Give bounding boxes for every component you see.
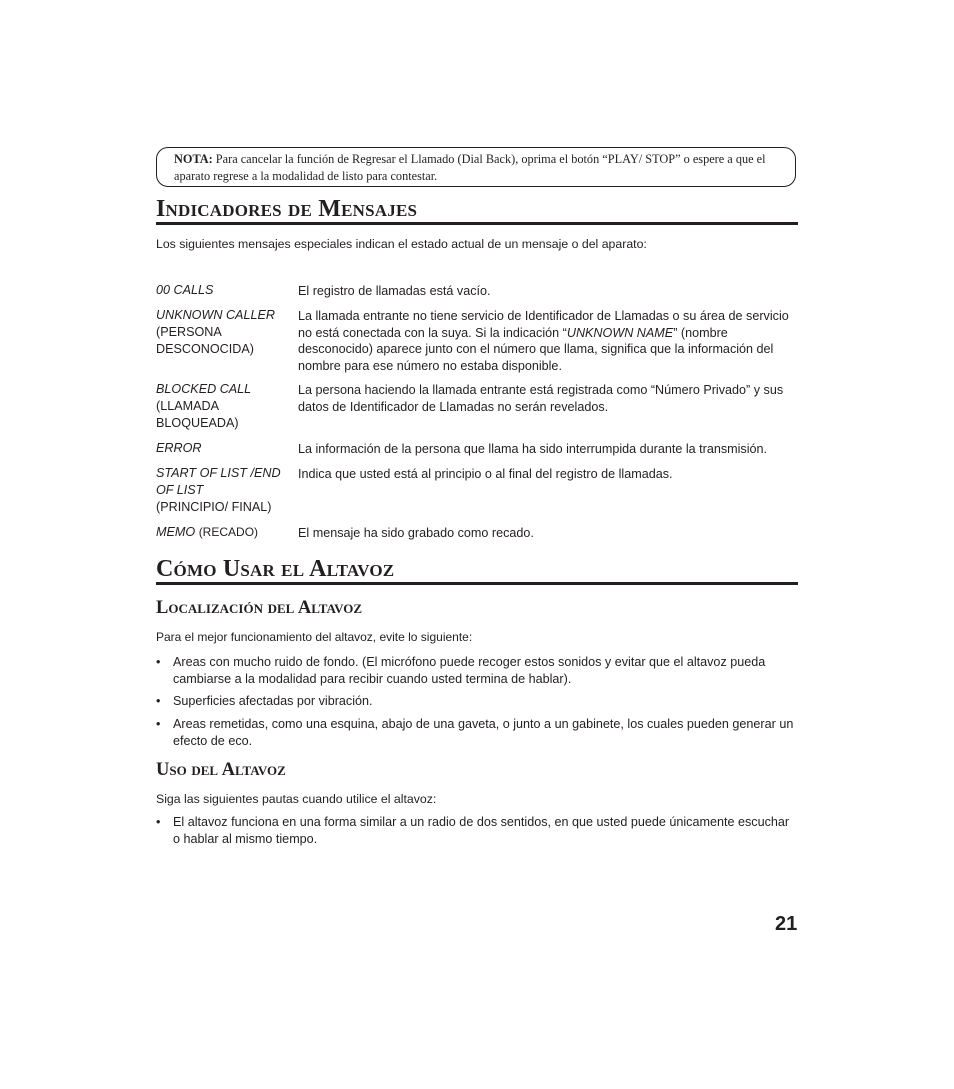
section-heading-indicadores: Indicadores de Mensajes: [156, 196, 798, 225]
uso-intro: Siga las siguientes pautas cuando utilice el altavoz:: [156, 792, 437, 806]
desc-blocked-call: La persona haciendo la llamada entrante está registrada como “Número Privado” y sus datos de Identificador de Llamadas no serán revelados.: [298, 383, 784, 414]
section1-intro: Los siguientes mensajes especiales indican el estado actual de un mensaje o del aparato:: [156, 237, 647, 251]
bullet-item: • Areas remetidas, como una esquina, abajo de una gaveta, o junto a un gabinete, los cuales pueden generar un efecto de eco.: [156, 717, 794, 748]
term-00-calls: 00 CALLS: [156, 283, 214, 297]
bullet-dot: •: [156, 694, 161, 708]
bullet-dot: •: [156, 815, 161, 829]
bullet-item: • Areas con mucho ruido de fondo. (El micrófono puede recoger estos sonidos y evitar que el altavoz pueda cambiarse a la modalidad para recibir cuando usted termina de hablar).: [156, 655, 766, 686]
subheading-uso: Uso del Altavoz: [156, 760, 286, 780]
note-label: NOTA:: [174, 152, 213, 166]
term-unknown-caller: UNKNOWN CALLER (PERSONA DESCONOCIDA): [156, 308, 275, 356]
desc-start-end-of-list: Indica que usted está al principio o al final del registro de llamadas.: [298, 467, 673, 481]
section-heading-altavoz: Cómo Usar el Altavoz: [156, 556, 798, 585]
term-error: ERROR: [156, 441, 202, 455]
bullet-item: • Superficies afectadas por vibración.: [156, 694, 373, 708]
term-memo: MEMO (RECADO): [156, 525, 259, 539]
desc-memo: El mensaje ha sido grabado como recado.: [298, 526, 534, 540]
bullet-item: • El altavoz funciona en una forma similar a un radio de dos sentidos, en que usted puede únicamente escuchar o hablar al mismo tiempo.: [156, 815, 790, 846]
page-number: 21: [775, 913, 798, 935]
desc-error: La información de la persona que llama ha sido interrumpida durante la transmisión.: [298, 442, 768, 456]
desc-00-calls: El registro de llamadas está vacío.: [298, 284, 491, 298]
desc-unknown-caller: La llamada entrante no tiene servicio de Identificador de Llamadas o su área de servicio no está conectada con la suya. Si la indicación “UNKNOWN NAME” (nombre desconocido) aparece junto con el número que llama, significa que la información del nombre para ese número no estaba disponible.: [298, 309, 789, 373]
note-text: Para cancelar la función de Regresar el Llamado (Dial Back), oprima el botón “PLAY/ STOP” o espere a que el aparato regrese a la modalidad de listo para contestar.: [174, 152, 766, 183]
note-box: [156, 147, 796, 187]
bullet-dot: •: [156, 655, 161, 669]
subheading-localizacion: Localización del Altavoz: [156, 598, 363, 618]
term-blocked-call: BLOCKED CALL (LLAMADA BLOQUEADA): [156, 382, 252, 430]
bullet-dot: •: [156, 717, 161, 731]
localizacion-intro: Para el mejor funcionamiento del altavoz, evite lo siguiente:: [156, 630, 473, 644]
term-start-end-of-list: START OF LIST /END OF LIST (PRINCIPIO/ FINAL): [156, 466, 281, 514]
